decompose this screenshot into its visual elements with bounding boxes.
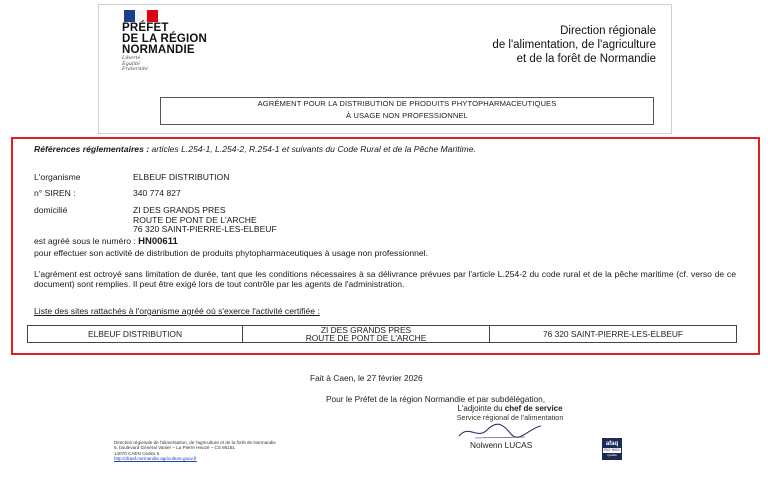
- conditions-text: L'agrément est octroyé sans limitation de durée, tant que les conditions nécessaires à sa délivrance prévues par l'article L.254-2 du code rural et de la pêche maritime (cf. verso de ce document) sont remplies. Il peut être exigé lors de tout contrôle par les agents de l'administration.: [34, 269, 736, 289]
- sites-list-title: Liste des sites rattachés à l'organisme agréé où s'exerce l'activité certifiée :: [34, 306, 320, 316]
- agreement-number-line: est agréé sous le numéro : HN00611: [34, 236, 178, 247]
- org-label: L'organisme: [34, 172, 81, 182]
- activity-text: pour effectuer son activité de distribution de produits phytopharmaceutiques à usage non professionnel.: [34, 248, 428, 258]
- republic-motto: Liberté Égalité Fraternité: [122, 55, 148, 72]
- domicile-label: domicilié: [34, 205, 68, 215]
- document-title-box: AGRÉMENT POUR LA DISTRIBUTION DE PRODUITS PHYTOPHARMACEUTIQUES À USAGE NON PROFESSIONNEL: [160, 97, 654, 125]
- siren-value: 340 774 827: [133, 188, 181, 198]
- signer-name: Nolwenn LUCAS: [470, 440, 533, 450]
- prefet-title: PRÉFET DE LA RÉGION NORMANDIE: [122, 22, 208, 56]
- signer-role: L'adjointe du chef de service: [457, 404, 563, 413]
- agreement-number: HN00611: [138, 236, 178, 247]
- signer-service: Service régional de l'alimentation: [456, 413, 564, 422]
- sites-table: [27, 325, 737, 343]
- delegation-line: Pour le Préfet de la région Normandie et par subdélégation,: [326, 394, 546, 404]
- address-block: ZI DES GRANDS PRES ROUTE DE PONT DE L'ARCHE 76 320 SAINT-PIERRE-LES-ELBEUF: [133, 205, 277, 234]
- signature-icon: [455, 420, 545, 442]
- afaq-certification-logo-icon: afaq ISO 9001 Qualité: [602, 438, 622, 460]
- site-address-cell: ZI DES GRANDS PRES ROUTE DE PONT DE L'ARCHE: [243, 326, 490, 342]
- site-name-cell: ELBEUF DISTRIBUTION: [28, 326, 243, 342]
- footer-address: Direction régionale de l'alimentation, de l'agriculture et de la forêt de Normandie 6, boulevard Général Vanier – La Pierre Heuzé – CS 95181 14070 CAEN Cedex 5 http://draaf.normandie.agriculture.gouv.fr: [114, 440, 364, 462]
- direction-title: Direction régionale de l'alimentation, de l'agriculture et de la forêt de Normandie: [492, 25, 656, 65]
- site-city-cell: 76 320 SAINT-PIERRE-LES-ELBEUF: [542, 328, 684, 339]
- regulatory-references: Références réglementaires : articles L.254-1, L.254-2, R.254-1 et suivants du Code Rural et de la Pêche Maritime.: [34, 144, 476, 154]
- website-link[interactable]: http://draaf.normandie.agriculture.gouv.fr: [114, 456, 197, 462]
- siren-label: n° SIREN :: [34, 188, 76, 198]
- marianne-flag-icon: [124, 10, 158, 22]
- org-value: ELBEUF DISTRIBUTION: [133, 172, 230, 182]
- place-date: Fait à Caen, le 27 février 2026: [310, 373, 423, 383]
